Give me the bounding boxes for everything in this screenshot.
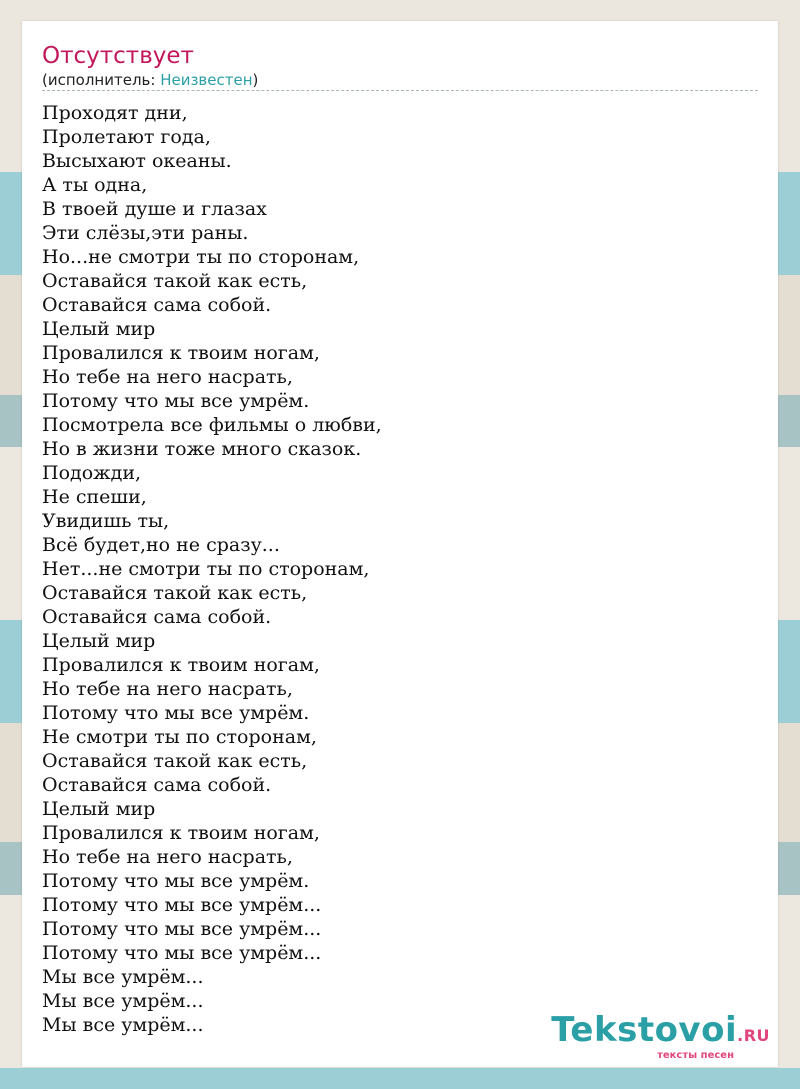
lyric-line: А ты одна,	[42, 174, 148, 196]
lyric-line: Не смотри ты по сторонам,	[42, 726, 317, 748]
site-logo[interactable]	[551, 1012, 770, 1061]
lyric-line: Но тебе на него насрать,	[42, 678, 293, 700]
lyric-line: Потому что мы все умрём.	[42, 870, 310, 892]
logo-tld: .RU	[737, 1026, 770, 1045]
lyric-line: Мы все умрём...	[42, 1014, 204, 1036]
logo-tagline: тексты песен	[657, 1050, 734, 1061]
lyric-line: Но тебе на него насрать,	[42, 366, 293, 388]
lyric-line: Оставайся сама собой.	[42, 294, 272, 316]
lyric-line: Оставайся сама собой.	[42, 606, 272, 628]
lyric-line: Высыхают океаны.	[42, 150, 232, 172]
artist-link[interactable]: Неизвестен	[160, 71, 253, 89]
lyric-line: Но...не смотри ты по сторонам,	[42, 246, 360, 268]
lyric-line: Нет...не смотри ты по сторонам,	[42, 558, 370, 580]
lyric-line: Оставайся сама собой.	[42, 774, 272, 796]
lyric-line: В твоей душе и глазах	[42, 198, 267, 220]
lyric-line: Целый мир	[42, 630, 156, 652]
lyric-line: Целый мир	[42, 798, 156, 820]
lyric-line: Оставайся такой как есть,	[42, 750, 308, 772]
lyric-line: Но тебе на него насрать,	[42, 846, 293, 868]
lyric-line: Увидишь ты,	[42, 510, 170, 532]
lyric-line: Проходят дни,	[42, 102, 188, 124]
lyric-line: Подожди,	[42, 462, 142, 484]
lyric-line: Но в жизни тоже много сказок.	[42, 438, 362, 460]
lyric-line: Посмотрела все фильмы о любви,	[42, 414, 382, 436]
lyric-line: Провалился к твоим ногам,	[42, 822, 320, 844]
lyric-line: Оставайся такой как есть,	[42, 270, 308, 292]
lyric-line: Потому что мы все умрём...	[42, 918, 322, 940]
lyric-line: Всё будет,но не сразу...	[42, 534, 280, 556]
lyric-line: Эти слёзы,эти раны.	[42, 222, 249, 244]
artist-prefix: (исполнитель:	[42, 71, 161, 89]
lyric-line: Потому что мы все умрём.	[42, 702, 310, 724]
lyrics-card	[22, 21, 778, 1067]
lyrics-text	[42, 101, 382, 1037]
artist-line	[42, 71, 258, 89]
lyric-line: Не спеши,	[42, 486, 147, 508]
lyric-line: Потому что мы все умрём...	[42, 894, 322, 916]
lyric-line: Мы все умрём...	[42, 966, 204, 988]
lyric-line: Потому что мы все умрём...	[42, 942, 322, 964]
lyric-line: Провалился к твоим ногам,	[42, 342, 320, 364]
lyric-line: Целый мир	[42, 318, 156, 340]
lyric-line: Мы все умрём...	[42, 990, 204, 1012]
artist-suffix: )	[252, 71, 259, 89]
divider	[42, 90, 758, 91]
logo-name: Tekstovoi	[551, 1010, 738, 1050]
lyric-line: Потому что мы все умрём.	[42, 390, 310, 412]
song-title: Отсутствует	[42, 43, 194, 69]
lyric-line: Пролетают года,	[42, 126, 211, 148]
lyric-line: Оставайся такой как есть,	[42, 582, 308, 604]
lyric-line: Провалился к твоим ногам,	[42, 654, 320, 676]
